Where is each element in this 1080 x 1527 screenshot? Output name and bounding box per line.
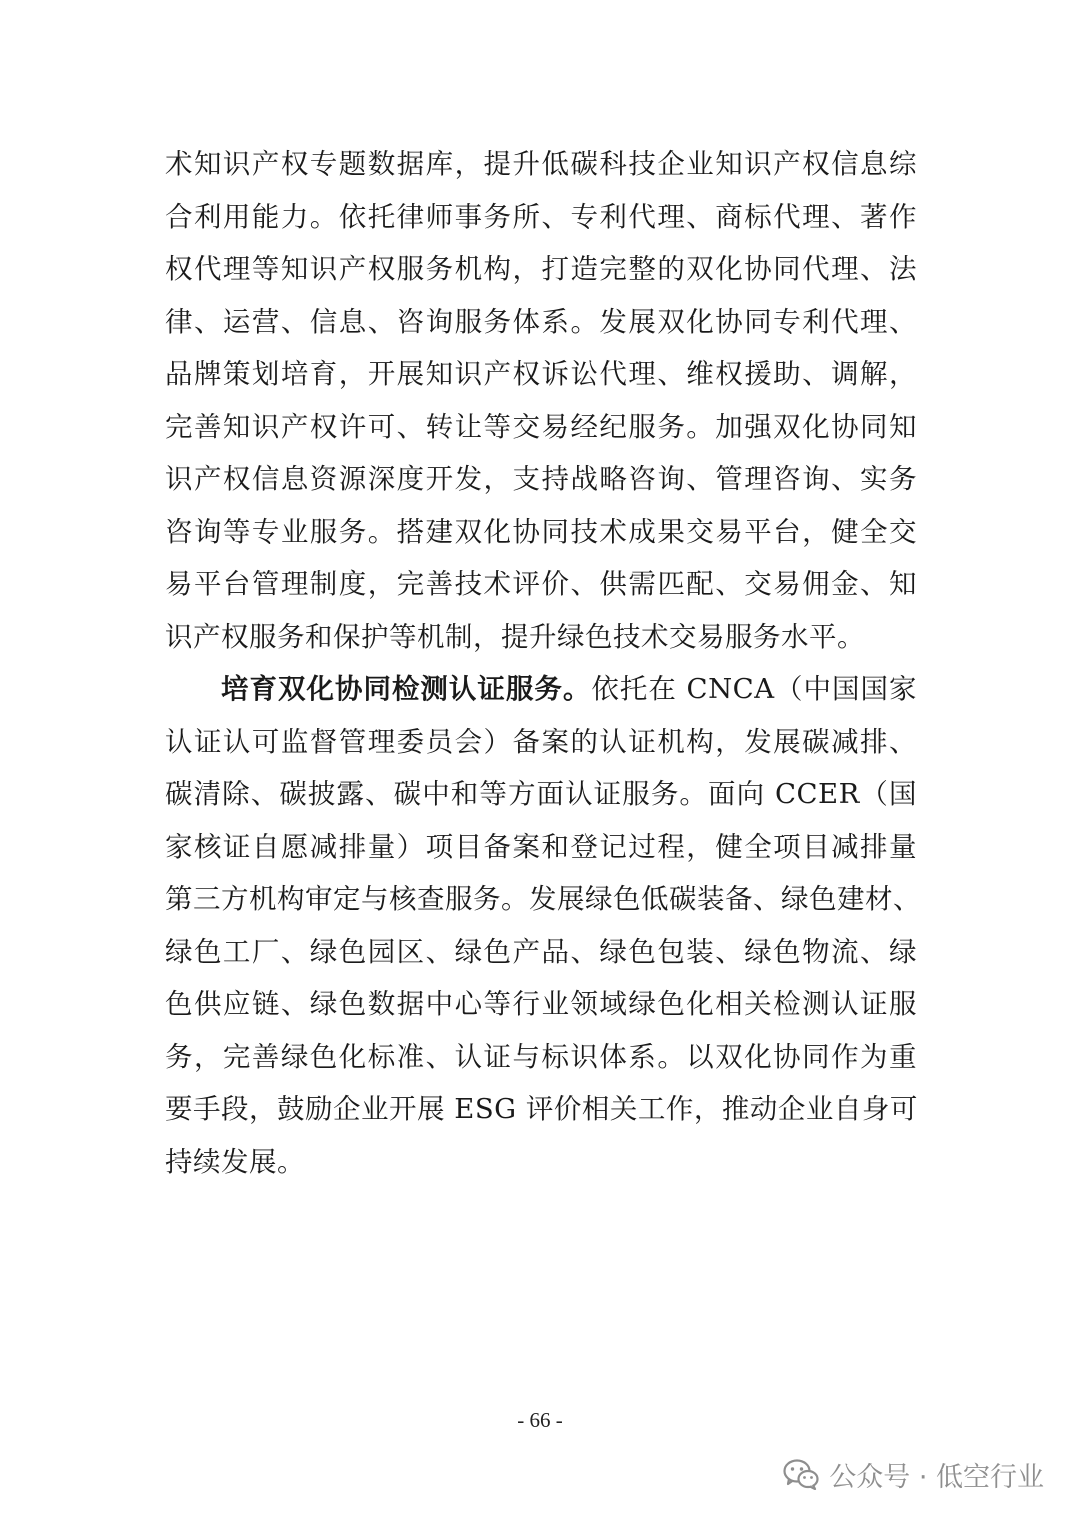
text-line: 碳清除、碳披露、碳中和等方面认证服务。面向 CCER（国 — [165, 778, 917, 810]
text-line: 认证认可监督管理委员会）备案的认证机构，发展碳减排、 — [165, 725, 917, 758]
paragraph-heading: 培育双化协同检测认证服务。 — [221, 673, 592, 705]
text-line: 完善知识产权许可、转让等交易经纪服务。加强双化协同知 — [165, 410, 917, 443]
text-line: 识产权信息资源深度开发，支持战略咨询、管理咨询、实务 — [165, 463, 917, 495]
text-line: 要手段，鼓励企业开展 ESG 评价相关工作，推动企业自身可 — [165, 1093, 918, 1125]
text-line: 绿色工厂、绿色园区、绿色产品、绿色包装、绿色物流、绿 — [165, 935, 917, 968]
text-line: 色供应链、绿色数据中心等行业领域绿色化相关检测认证服 — [165, 988, 917, 1020]
text-line: 品牌策划培育，开展知识产权诉讼代理、维权援助、调解， — [165, 358, 917, 390]
text-line: 律、运营、信息、咨询服务体系。发展双化协同专利代理、 — [165, 305, 917, 338]
wechat-icon — [783, 1458, 819, 1490]
text-line: 持续发展。 — [165, 1145, 305, 1178]
text-line: 合利用能力。依托律师事务所、专利代理、商标代理、著作 — [165, 200, 917, 233]
text-line: 咨询等专业服务。搭建双化协同技术成果交易平台，健全交 — [165, 515, 917, 548]
text-line: 识产权服务和保护等机制，提升绿色技术交易服务水平。 — [165, 620, 865, 653]
paragraph-first-line — [165, 663, 917, 716]
text-line: 权代理等知识产权服务机构，打造完整的双化协同代理、法 — [165, 253, 917, 285]
wechat-watermark — [783, 1454, 1044, 1494]
text-line: 第三方机构审定与核查服务。发展绿色低碳装备、绿色建材、 — [165, 883, 921, 915]
text-span: 依托在 CNCA（中国国家 — [591, 673, 918, 705]
text-line: 术知识产权专题数据库，提升低碳科技企业知识产权信息综 — [165, 148, 917, 180]
body-text — [165, 138, 921, 1188]
text-line: 家核证自愿减排量）项目备案和登记过程，健全项目减排量 — [165, 830, 917, 863]
watermark-text: 公众号 · 低空行业 — [829, 1461, 1044, 1493]
page-number: - 66 - — [517, 1408, 563, 1432]
text-line: 务，完善绿色化标准、认证与标识体系。以双化协同作为重 — [165, 1040, 917, 1073]
text-line: 易平台管理制度，完善技术评价、供需匹配、交易佣金、知 — [165, 568, 917, 600]
